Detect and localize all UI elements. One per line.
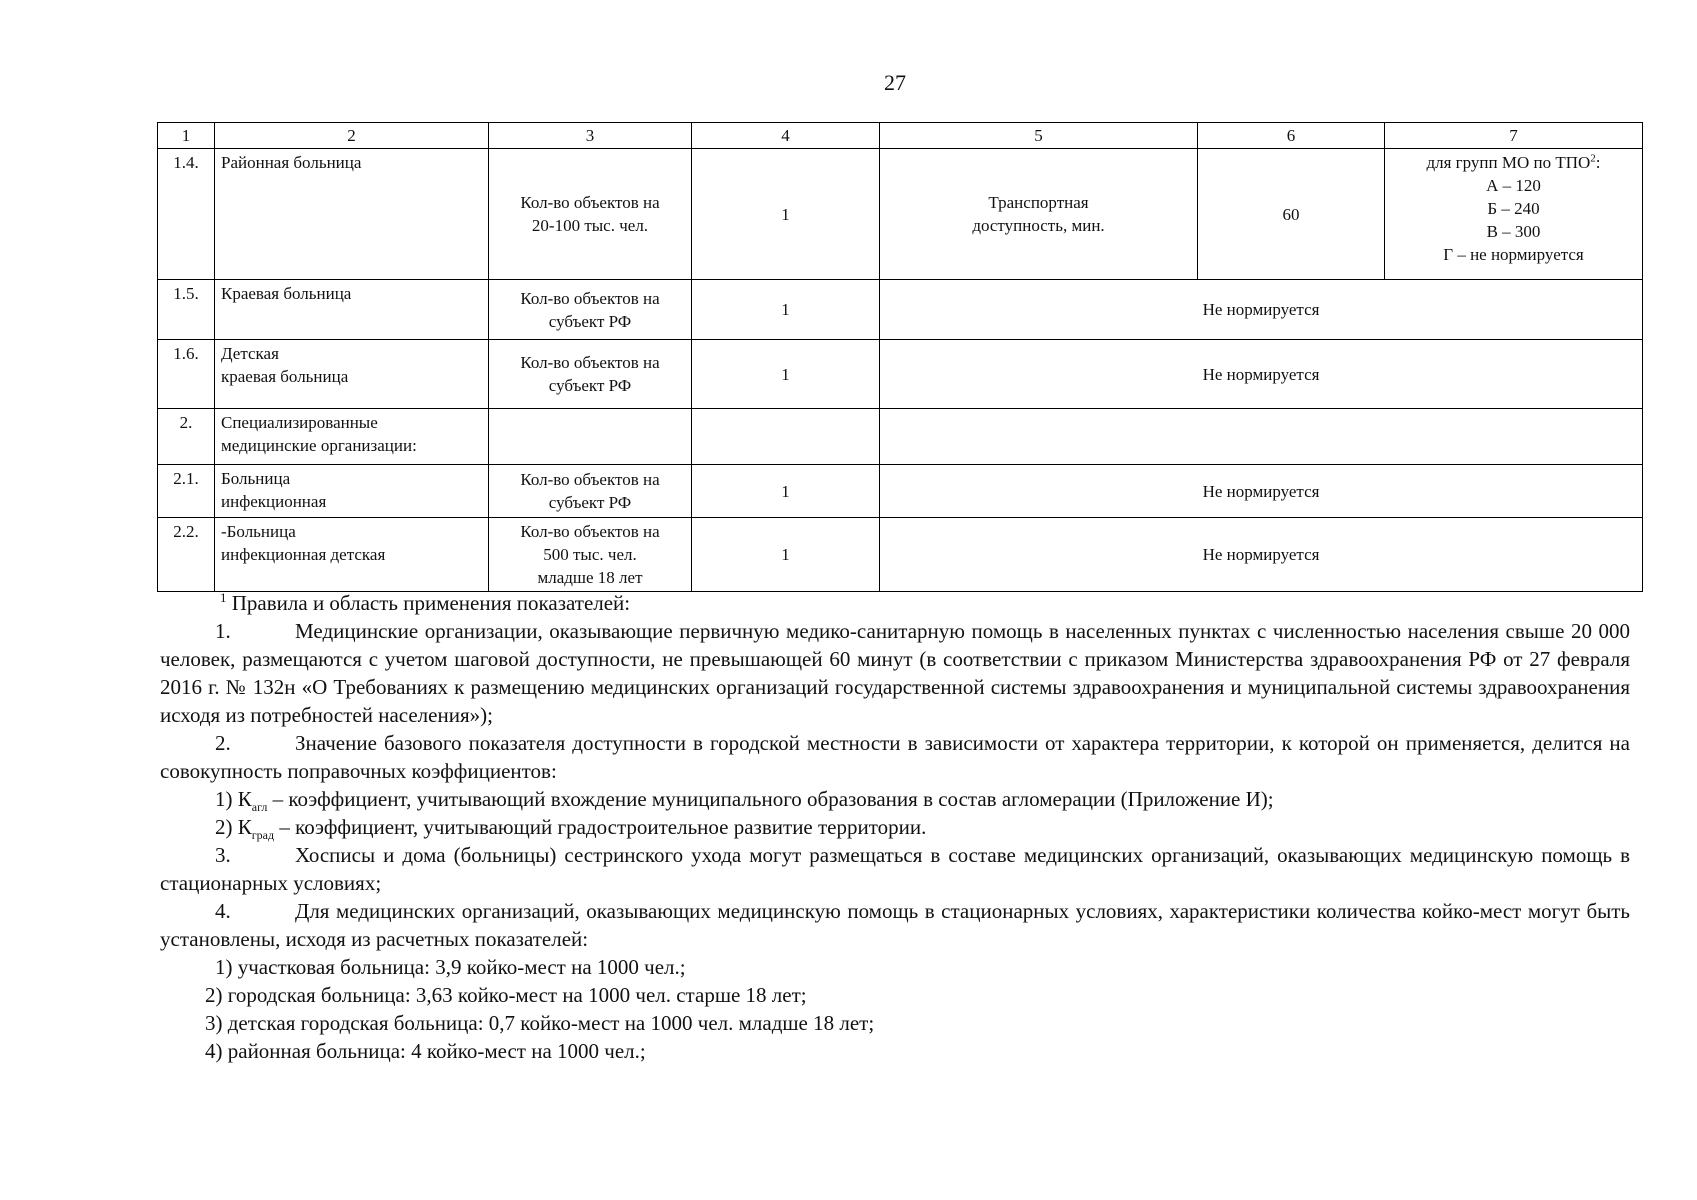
note-number: 1. (215, 619, 231, 643)
row-name-line: Специализированные (221, 413, 378, 432)
indicator-line: субъект РФ (548, 376, 632, 395)
row-name-line: Больница (221, 469, 291, 488)
access-line: Транспортная (988, 193, 1089, 212)
list-item: 1) участковая больница: 3,9 койко-мест на 1000 чел.; (215, 955, 686, 979)
access-line: доступность, мин. (972, 216, 1105, 235)
note-text: Хосписы и дома (больницы) сестринского ухода могут размещаться в составе медицинских организаций, оказывающих медицинскую помощь в стационарных условиях; (160, 843, 1630, 895)
table-row (158, 149, 1643, 280)
coefficient-item (160, 813, 1630, 841)
list-item: 2) городская больница: 3,63 койко-мест на 1000 чел. старше 18 лет; (205, 983, 807, 1007)
row-number: 1.6. (158, 340, 215, 409)
row-name-line: инфекционная (221, 492, 327, 511)
row-name (215, 280, 489, 340)
header-cell: 6 (1198, 123, 1385, 149)
row-name-line: краевая больница (221, 367, 349, 386)
indicator-line: Кол-во объектов на (520, 193, 660, 212)
table-row (158, 340, 1643, 409)
row-number: 1.4. (158, 149, 215, 280)
footnote-sup: 2 (1590, 152, 1596, 165)
note-paragraph (160, 617, 1630, 729)
note-text: Медицинские организации, оказывающие первичную медико-санитарную помощь в населенных пунктах с численностью населения свыше 20 000 человек, размещаются с учетом шаговой доступности, не превышающей 60 минут (в соответствии с приказом Министерства здравоохранения РФ от 27 февраля 2016 г. № 132н «О Требованиях к размещению медицинских организаций государственной системы здравоохранения и муниципальной системы здравоохранения исходя из потребностей населения»); (160, 619, 1630, 727)
row-value: 1 (692, 149, 880, 280)
row-number: 1.5. (158, 280, 215, 340)
groups-line: для групп МО по ТПО$^2$: (1426, 152, 1601, 172)
row-name-line: Детская (221, 344, 279, 363)
note-text: Для медицинских организаций, оказывающих медицинскую помощь в стационарных условиях, характеристики количества койко-мест могут быть установлены, исходя из расчетных показателей: (160, 899, 1630, 951)
empty-cell (489, 409, 692, 465)
coefficient-prefix: 2) К (215, 815, 252, 839)
row-name (215, 149, 489, 280)
note-number: 2. (215, 731, 231, 755)
row-indicator (489, 280, 692, 340)
header-cell: 5 (880, 123, 1198, 149)
row-name-line: медицинские организации: (221, 436, 417, 455)
row-value: 1 (692, 280, 880, 340)
header-cell: 4 (692, 123, 880, 149)
row-number: 2.1. (158, 465, 215, 518)
note-paragraph (160, 729, 1630, 785)
list-item: 4) районная больница: 4 койко-мест на 1000 чел.; (205, 1039, 646, 1063)
table-header-row (158, 123, 1643, 149)
indicator-line: младше 18 лет (537, 568, 643, 587)
row-value: 1 (692, 465, 880, 518)
groups-line: В – 300 (1486, 222, 1541, 241)
indicator-line: Кол-во объектов на (520, 288, 660, 308)
indicator-line: Кол-во объектов на (520, 353, 660, 372)
groups-line: А – 120 (1486, 176, 1541, 195)
table-row (158, 518, 1643, 592)
row-name-line: Районная больница (221, 153, 362, 172)
row-merged-note: Не нормируется (880, 465, 1643, 518)
list-item: 3) детская городская больница: 0,7 койко-мест на 1000 чел. младше 18 лет; (205, 1011, 875, 1035)
row-indicator (489, 149, 692, 280)
row-name-line: инфекционная детская (221, 545, 386, 564)
header-cell: 7 (1385, 123, 1643, 149)
row-merged-note: Не нормируется (880, 518, 1643, 592)
table-row (158, 465, 1643, 518)
coefficient-subscript: град (251, 828, 275, 843)
indicator-line: субъект РФ (548, 493, 632, 512)
header-cell: 2 (215, 123, 489, 149)
header-cell: 3 (489, 123, 692, 149)
indicator-line: Кол-во объектов на (520, 522, 660, 541)
note-number: 3. (215, 843, 231, 867)
row-indicator (489, 340, 692, 409)
page-number: 27 (884, 70, 906, 95)
row-value: 1 (692, 340, 880, 409)
note-text: Значение базового показателя доступности в городской местности в зависимости от характера территории, к которой он применяется, делится на совокупность поправочных коэффициентов: (160, 731, 1630, 783)
groups-heading: для групп МО по ТПО (1426, 153, 1591, 172)
footnote-title (160, 589, 1630, 617)
footnote-title-text: Правила и область применения показателей: (231, 591, 631, 615)
row-name (215, 465, 489, 518)
coefficient-subscript: агл (251, 800, 268, 815)
row-name-line: -Больница (221, 522, 296, 541)
row-indicator (489, 465, 692, 518)
empty-cell (692, 409, 880, 465)
table-row (158, 409, 1643, 465)
empty-cell (880, 409, 1643, 465)
groups-line: Б – 240 (1487, 199, 1540, 218)
row-merged-note: Не нормируется (880, 280, 1643, 340)
row-name-line: Краевая больница (221, 284, 352, 303)
indicator-line: субъект РФ (548, 311, 632, 331)
row-number: 2.2. (158, 518, 215, 592)
indicator-line: Кол-во объектов на (520, 470, 660, 489)
row-indicator (489, 518, 692, 592)
coefficient-item (160, 785, 1630, 813)
row-name (215, 409, 489, 465)
coefficient-text: – коэффициент, учитывающий вхождение муниципального образования в состав агломерации (Приложение И); (267, 787, 1274, 811)
coefficient-text: – коэффициент, учитывающий градостроительное развитие территории. (274, 815, 927, 839)
note-paragraph (160, 897, 1630, 953)
row-groups (1385, 149, 1643, 280)
footnotes-section (160, 589, 1630, 1065)
coefficient-prefix: 1) К (215, 787, 252, 811)
groups-line: Г – не нормируется (1443, 245, 1584, 264)
row-base-value: 60 (1198, 149, 1385, 280)
row-name (215, 340, 489, 409)
footnote-sup: 1 (220, 590, 227, 605)
row-access (880, 149, 1198, 280)
note-number: 4. (215, 899, 231, 923)
row-number: 2. (158, 409, 215, 465)
header-cell: 1 (158, 123, 215, 149)
table-row (158, 280, 1643, 340)
indicator-line: 500 тыс. чел. (543, 545, 637, 564)
row-value: 1 (692, 518, 880, 592)
row-merged-note: Не нормируется (880, 340, 1643, 409)
note-paragraph (160, 841, 1630, 897)
row-name (215, 518, 489, 592)
indicator-line: 20-100 тыс. чел. (531, 216, 649, 235)
norms-table (157, 122, 1643, 592)
